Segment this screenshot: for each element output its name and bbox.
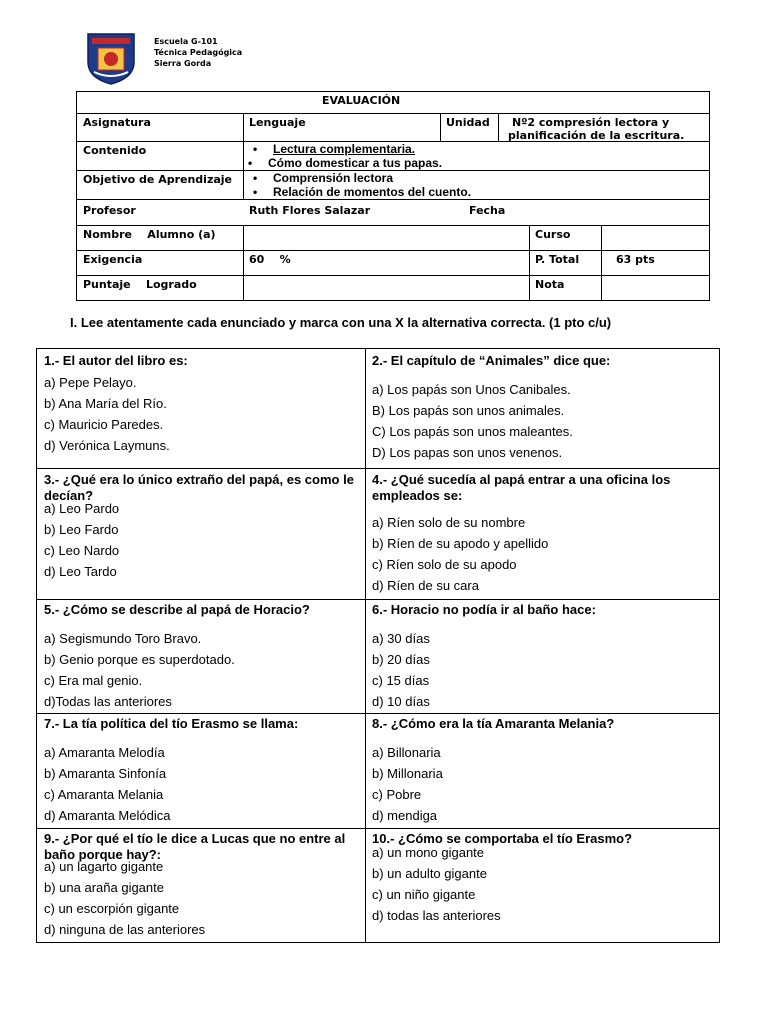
question-9 [44, 831, 354, 941]
answer-option[interactable]: b) Genio porque es superdotado. [44, 652, 235, 667]
question-title: 1.- El autor del libro es: [44, 353, 188, 368]
question-title: 4.- ¿Qué sucedía al papá entrar a una oficina los empleados se: [372, 472, 671, 503]
answer-option[interactable]: c) un escorpión gigante [44, 901, 180, 916]
answer-option[interactable]: a) Segismundo Toro Bravo. [44, 631, 202, 646]
exigencia-label: Exigencia [83, 253, 143, 266]
answer-option[interactable]: c) Ríen solo de su apodo [372, 557, 517, 572]
school-crest-logo [84, 32, 138, 86]
unidad-label: Unidad [446, 116, 490, 129]
instruction-text: I. Lee atentamente cada enunciado y marca con una X la alternativa correcta. (1 pto c/u) [70, 315, 612, 330]
contenido-value-line2: • Cómo domesticar a tus papas. [268, 156, 442, 170]
question-title: 8.- ¿Cómo era la tía Amaranta Melania? [372, 716, 615, 731]
school-type: Técnica Pedagógica [154, 48, 243, 57]
fecha-label: Fecha [469, 204, 506, 217]
answer-option[interactable]: c) Amaranta Melania [44, 787, 164, 802]
answer-option[interactable]: b) Millonaria [372, 766, 443, 781]
answer-option[interactable]: a) 30 días [372, 631, 430, 646]
question-title: 6.- Horacio no podía ir al baño hace: [372, 602, 596, 617]
answer-option[interactable]: b) Ana María del Río. [44, 396, 167, 411]
answer-option[interactable]: c) Era mal genio. [44, 673, 143, 688]
answer-option[interactable]: D) Los papas son unos venenos. [372, 445, 563, 460]
contenido-value-line1: • Lectura complementaria. [273, 142, 415, 156]
p-total-label: P. Total [535, 253, 580, 266]
question-2 [372, 353, 682, 465]
answer-option[interactable]: d) todas las anteriores [372, 908, 501, 923]
question-1 [44, 353, 354, 465]
asignatura-label: Asignatura [83, 116, 151, 129]
answer-option[interactable]: d) Leo Tardo [44, 564, 117, 579]
question-title: 9.- ¿Por qué el tío le dice a Lucas que no entre al baño porque hay?: [44, 831, 346, 862]
answer-option[interactable]: d)Todas las anteriores [44, 694, 172, 709]
question-title: 2.- El capítulo de “Animales” dice que: [372, 353, 611, 368]
question-10 [372, 831, 682, 941]
profesor-label: Profesor [83, 204, 136, 217]
answer-option[interactable]: C) Los papás son unos maleantes. [372, 424, 573, 439]
answer-option[interactable]: c) Pobre [372, 787, 422, 802]
answer-option[interactable]: a) Leo Pardo [44, 501, 120, 516]
answer-option[interactable]: c) 15 días [372, 673, 430, 688]
question-6 [372, 602, 682, 710]
answer-option[interactable]: d) Amaranta Melódica [44, 808, 171, 823]
answer-option[interactable]: B) Los papás son unos animales. [372, 403, 565, 418]
answer-option[interactable]: c) Mauricio Paredes. [44, 417, 164, 432]
question-title: 5.- ¿Cómo se describe al papá de Horacio? [44, 602, 310, 617]
puntaje-logrado-label: Puntaje Logrado [83, 278, 197, 291]
answer-option[interactable]: d) mendiga [372, 808, 438, 823]
objetivo-label: Objetivo de Aprendizaje [83, 173, 233, 186]
answer-option[interactable]: b) Ríen de su apodo y apellido [372, 536, 549, 551]
answer-option[interactable]: a) un mono gigante [372, 845, 485, 860]
evaluation-title: EVALUACIÓN [322, 94, 401, 107]
objetivo-value-line1: • Comprensión lectora [273, 171, 393, 185]
questions-grid [36, 348, 720, 943]
answer-option[interactable]: b) una araña gigante [44, 880, 164, 895]
answer-option[interactable]: a) Billonaria [372, 745, 441, 760]
nombre-alumno-label: Nombre Alumno (a) [83, 228, 216, 241]
curso-label: Curso [535, 228, 571, 241]
exigencia-value: 60 % [249, 253, 291, 266]
answer-option[interactable]: d) Verónica Laymuns. [44, 438, 170, 453]
answer-option[interactable]: a) Ríen solo de su nombre [372, 515, 526, 530]
answer-option[interactable]: c) Leo Nardo [44, 543, 120, 558]
school-name: Escuela G-101 [154, 37, 218, 46]
answer-option[interactable]: d) ninguna de las anteriores [44, 922, 206, 937]
question-8 [372, 716, 682, 826]
answer-option[interactable]: c) un niño gigante [372, 887, 476, 902]
unidad-value-line2: planificación de la escritura. [508, 129, 685, 142]
answer-option[interactable]: d) 10 días [372, 694, 430, 709]
question-title: 10.- ¿Cómo se comportaba el tío Erasmo? [372, 831, 633, 846]
nota-label: Nota [535, 278, 565, 291]
answer-option[interactable]: a) Pepe Pelayo. [44, 375, 137, 390]
profesor-value: Ruth Flores Salazar [249, 204, 371, 217]
answer-option[interactable]: b) Leo Fardo [44, 522, 119, 537]
school-location: Sierra Gorda [154, 59, 212, 68]
question-5 [44, 602, 354, 710]
answer-option[interactable]: a) Amaranta Melodía [44, 745, 165, 760]
answer-option[interactable]: b) un adulto gigante [372, 866, 487, 881]
question-4 [372, 472, 712, 596]
question-7 [44, 716, 354, 826]
evaluation-info-table [76, 91, 710, 301]
answer-option[interactable]: b) 20 días [372, 652, 430, 667]
question-title: 7.- La tía política del tío Erasmo se llama: [44, 716, 299, 731]
question-title: 3.- ¿Qué era lo único extraño del papá, es como le decían? [44, 472, 354, 503]
question-3 [44, 472, 354, 596]
unidad-value-line1: Nº2 compresión lectora y [512, 116, 670, 129]
contenido-label: Contenido [83, 144, 147, 157]
answer-option[interactable]: a) Los papás son Unos Canibales. [372, 382, 571, 397]
answer-option[interactable]: a) un lagarto gigante [44, 859, 164, 874]
objetivo-value-line2: • Relación de momentos del cuento. [273, 185, 471, 199]
p-total-value: 63 pts [616, 253, 655, 266]
answer-option[interactable]: b) Amaranta Sinfonía [44, 766, 167, 781]
answer-option[interactable]: d) Ríen de su cara [372, 578, 479, 593]
asignatura-value: Lenguaje [249, 116, 306, 129]
